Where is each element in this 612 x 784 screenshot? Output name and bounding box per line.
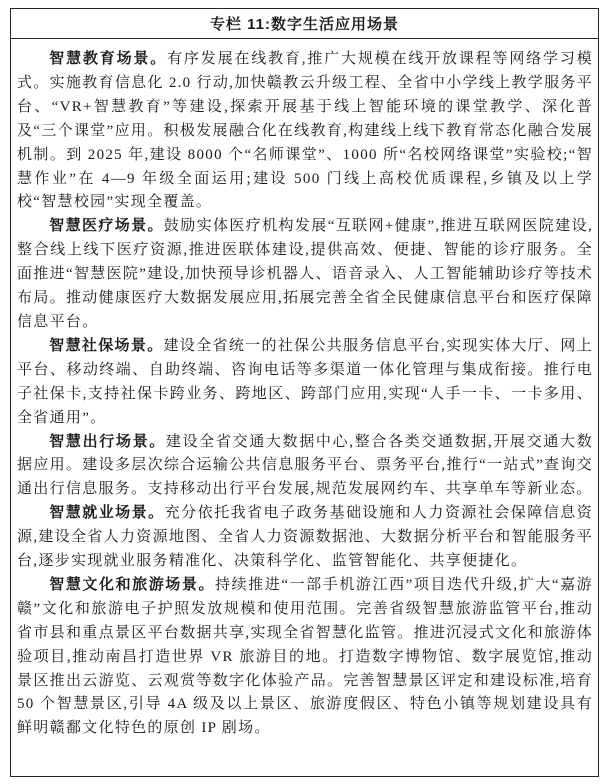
paragraph-smart-mobility (17, 431, 593, 503)
column-box (10, 8, 599, 777)
paragraph-text: 充分依托我省电子政务基础设施和人力资源社会保障信息资源,建设全省人力资源地图、全省人力资源数据池、大数据分析平台和智能服务平台,逐步实现就业服务精准化、决策科学化、监管智能化、共享便捷化。 (17, 505, 593, 570)
paragraph-smart-education (17, 48, 593, 215)
paragraph-text: 鼓励实体医疗机构发展“互联网+健康”,推进互联网医院建设,整合线上线下医疗资源,推进医联体建设,提供高效、便捷、智能的诊疗服务。全面推进“智慧医院”建设,加快预导诊机器人、语音录入、人工智能辅助诊疗等技术布局。推动健康医疗大数据发展应用,拓展完善全省全民健康信息平台和医疗保障信息平台。 (17, 218, 593, 330)
paragraph-text: 建设全省统一的社保公共服务信息平台,实现实体大厅、网上平台、移动终端、自助终端、咨询电话等多渠道一体化管理与集成衔接。推行电子社保卡,支持社保卡跨业务、跨地区、跨部门应用,实现“人手一卡、一卡多用、全省通用”。 (17, 337, 593, 426)
paragraph-lead: 智慧医疗场景。 (49, 218, 164, 235)
paragraph-text: 建设全省交通大数据中心,整合各类交通数据,开展交通大数据应用。建设多层次综合运输公共信息服务平台、票务平台,推行“一站式”查询交通出行信息服务。支持移动出行平台发展,规范发展网约车、共享单车等新业态。 (17, 433, 593, 498)
paragraph-lead: 智慧教育场景。 (49, 51, 168, 67)
paragraph-smart-social-security (17, 335, 593, 431)
paragraph-lead: 智慧社保场景。 (49, 337, 164, 354)
column-title: 专栏 11:数字生活应用场景 (11, 9, 598, 39)
paragraph-text: 有序发展在线教育,推广大规模在线开放课程等网络学习模式。实施教育信息化 2.0 行动,加快赣教云升级工程、全省中小学线上教学服务平台、“VR+智慧教育”等建设,探索开展基于线上智能环境的课堂教学、深化普及“三个课堂”应用。积极发展融合化在线教育,构建线上线下教育常态化融合发展机制。到 2025 年,建设 8000 个“名师课堂”、1000 所“名校网络课堂”实验校;“智慧作业”在 4—9 年级全面运用;建设 500 门线上高校优质课程,乡镇及以上学校“智慧校园”实现全覆盖。 (17, 51, 593, 211)
paragraph-smart-culture-tourism (17, 574, 593, 741)
paragraph-smart-employment (17, 502, 593, 574)
paragraph-lead: 智慧就业场景。 (49, 505, 165, 522)
column-body (11, 39, 598, 741)
paragraph-text: 持续推进“一部手机游江西”项目迭代升级,扩大“嘉游赣”文化和旅游电子护照发放规模和使用范围。完善省级智慧旅游监管平台,推动省市县和重点景区平台数据共享,实现全省智慧化监管。推进沉浸式文化和旅游体验项目,推动南昌打造世界 VR 旅游目的地。打造数字博物馆、数字展览馆,推动景区推出云游览、云观赏等数字化体验产品。完善智慧景区评定和建设标准,培育 50 个智慧景区,引导 4A 级及以上景区、旅游度假区、特色小镇等规划建设具有鲜明赣鄱文化特色的原创 IP 剧场。 (17, 576, 593, 737)
paragraph-smart-healthcare (17, 215, 593, 335)
paragraph-lead: 智慧文化和旅游场景。 (49, 576, 216, 593)
paragraph-lead: 智慧出行场景。 (49, 433, 166, 450)
